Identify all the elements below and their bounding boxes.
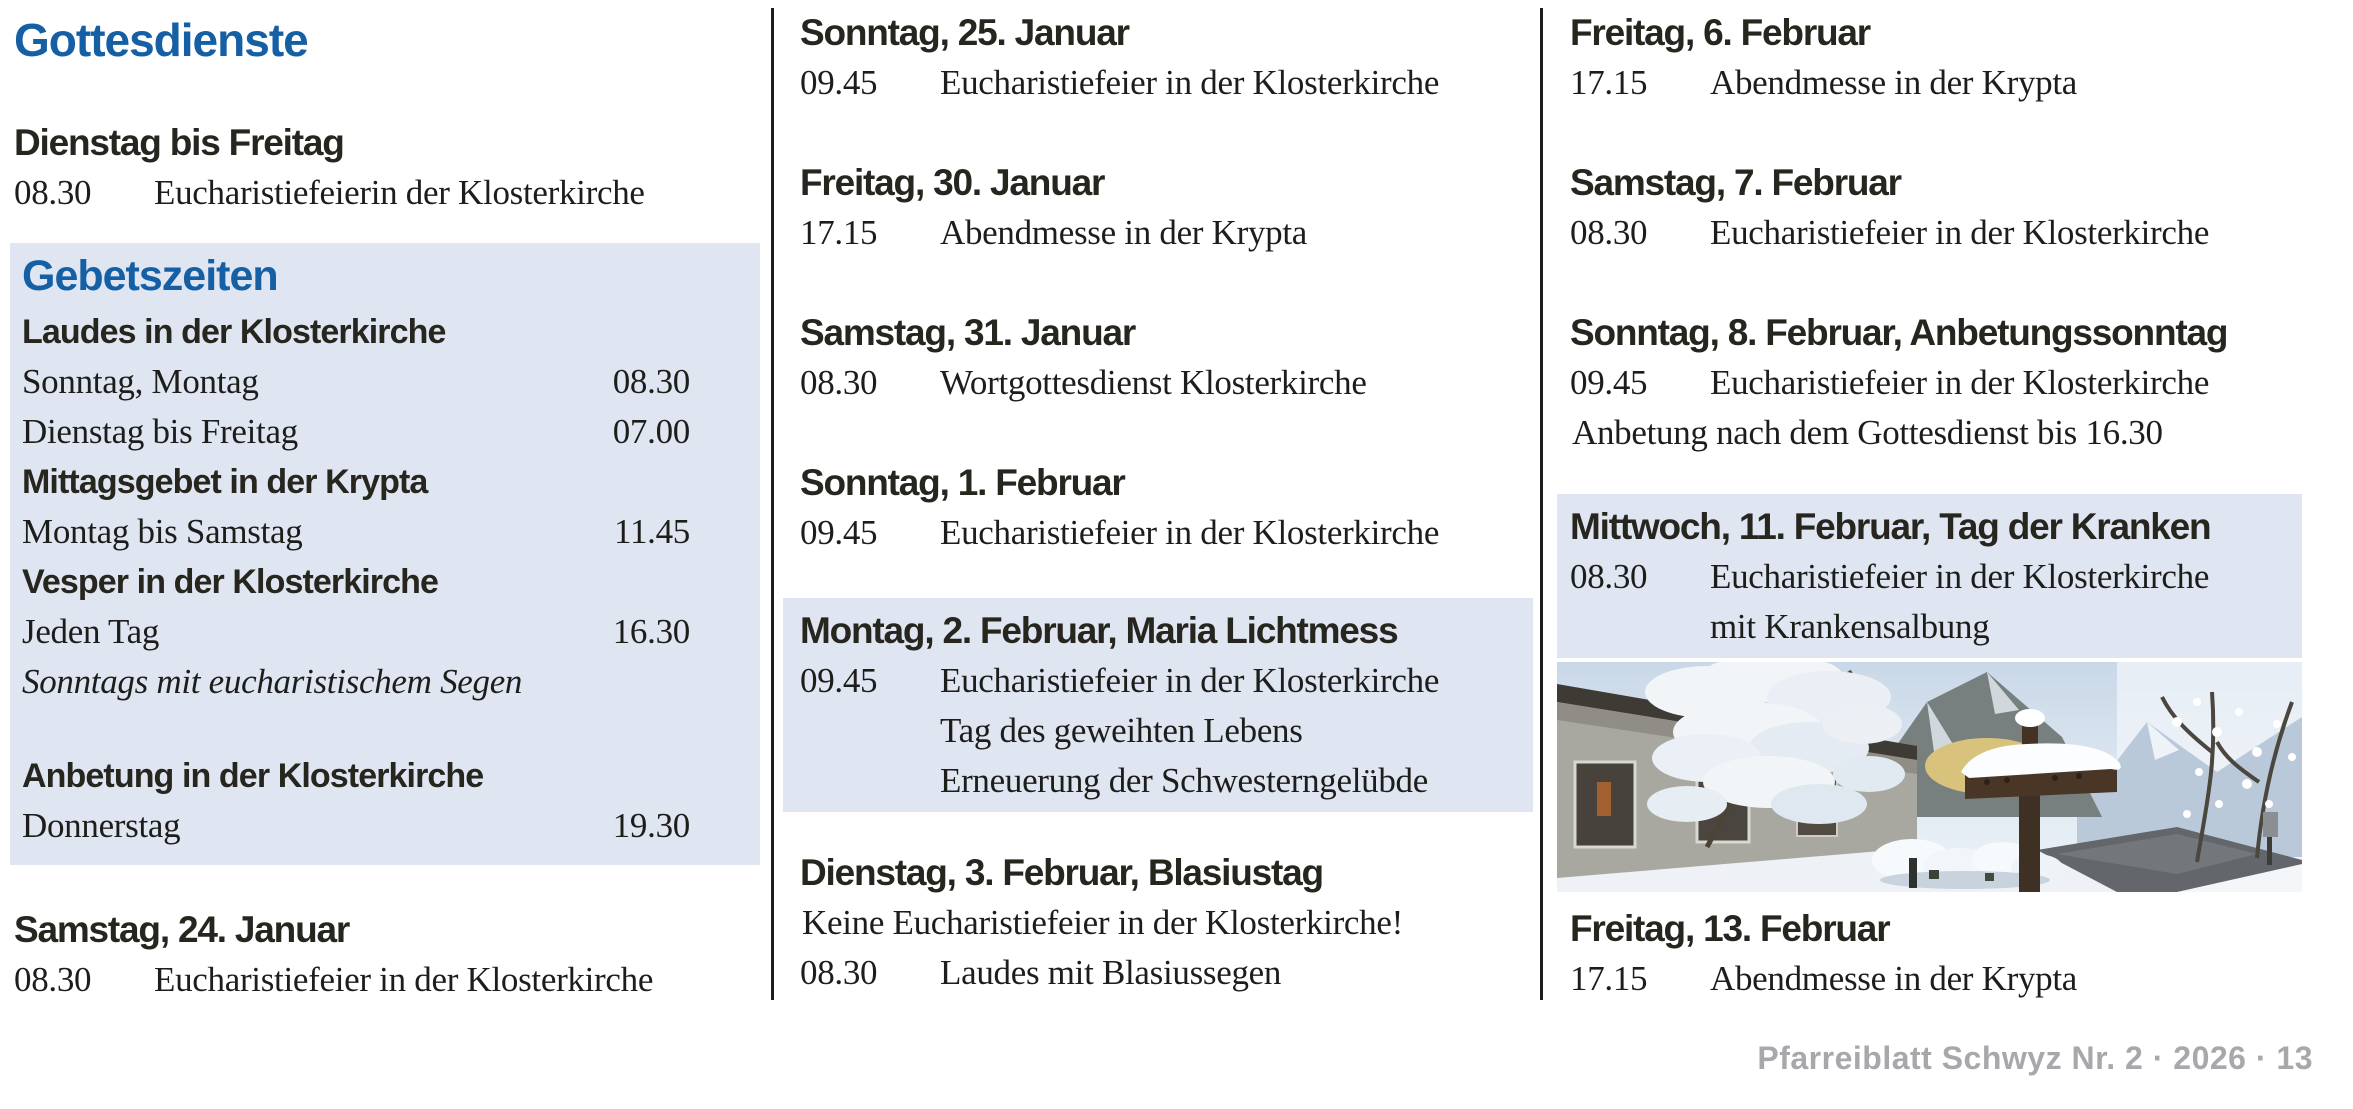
entry-line (1570, 358, 2302, 408)
prayer-row-label: Sonntag, Montag (22, 362, 259, 401)
entry-line (1570, 58, 2302, 108)
schedule-entry (1557, 8, 2302, 108)
entry-line (1570, 208, 2302, 258)
entry-date-heading: Samstag, 24. Januar (14, 909, 350, 950)
schedule-entry (783, 8, 1533, 108)
entry-text: Eucharistiefeier in der Klosterkirche (1710, 557, 2210, 596)
entry-line: Keine Eucharistiefeier in der Klosterkirche! (802, 903, 1403, 942)
entry-line (800, 508, 1533, 558)
entry-time: 09.45 (800, 63, 878, 102)
entry-date-heading: Mittwoch, 11. Februar, Tag der Kranken (1570, 506, 2211, 547)
entry-time: 08.30 (800, 953, 878, 992)
entry-line (800, 656, 1533, 706)
small-post (1909, 858, 1917, 888)
prayer-row-bold: Laudes in der Klosterkirche (22, 313, 446, 351)
schedule-entry (783, 458, 1533, 558)
entry-date-heading: Samstag, 31. Januar (800, 312, 1136, 353)
entry-line (1570, 954, 2302, 1004)
entry-time: 09.45 (800, 513, 878, 552)
entry-line (1570, 552, 2302, 602)
entry-time: 08.30 (14, 960, 92, 999)
entry-date-heading: Dienstag, 3. Februar, Blasiustag (800, 852, 1323, 893)
entry-text: Eucharistiefeier in der Klosterkirche (154, 960, 654, 999)
entry-date-heading: Dienstag bis Freitag (14, 122, 344, 163)
prayer-row-time (22, 801, 690, 851)
entry-time: 08.30 (800, 363, 878, 402)
schedule-entry (10, 118, 760, 218)
prayer-box-title: Gebetszeiten (22, 252, 278, 300)
entry-text: Eucharistiefeier in der Klosterkirche (940, 513, 1440, 552)
entry-time: 09.45 (800, 661, 878, 700)
schedule-entry (10, 905, 760, 1005)
prayer-row-bold: Vesper in der Klosterkirche (22, 563, 439, 601)
entry-date-heading: Sonntag, 1. Februar (800, 462, 1125, 503)
schedule-entry (783, 308, 1533, 408)
schedule-entry (783, 848, 1533, 998)
entry-text: Eucharistiefeier in der Klosterkirche (1710, 363, 2210, 402)
prayer-row-time (22, 357, 690, 407)
prayer-row-value: 07.00 (612, 412, 690, 451)
prayer-row-value: 11.45 (614, 512, 690, 551)
entry-time: 17.15 (800, 213, 878, 252)
winter-photo-illustration (1557, 662, 2302, 892)
entry-date-heading: Freitag, 30. Januar (800, 162, 1105, 203)
entry-time: 08.30 (14, 173, 92, 212)
entry-line (800, 948, 1533, 998)
page-footer: Pfarreiblatt Schwyz Nr. 2 · 2026 · 13 (1757, 1040, 2313, 1076)
schedule-entry (1557, 308, 2302, 458)
entry-line (800, 58, 1533, 108)
column-divider-2 (1540, 8, 1543, 1000)
prayer-row-bold: Anbetung in der Klosterkirche (22, 757, 484, 795)
entry-time: 08.30 (1570, 557, 1648, 596)
prayer-row-bold: Mittagsgebet in der Krypta (22, 463, 428, 501)
prayer-row-spacer (22, 707, 690, 751)
entry-text: Eucharistiefeier in der Klosterkirche (1710, 213, 2210, 252)
entry-text: Wortgottesdienst Klosterkirche (940, 363, 1367, 402)
entry-line (800, 208, 1533, 258)
entry-line: mit Krankensalbung (1710, 607, 1990, 646)
entry-date-heading: Sonntag, 25. Januar (800, 12, 1129, 53)
prayer-row-value: 16.30 (612, 612, 690, 651)
entry-time: 09.45 (1570, 363, 1648, 402)
entry-date-heading: Montag, 2. Februar, Maria Lichtmess (800, 610, 1398, 651)
entry-date-heading: Sonntag, 8. Februar, Anbetungssonntag (1570, 312, 2228, 353)
prayer-row-label: Dienstag bis Freitag (22, 412, 298, 451)
entry-text: Eucharistiefeier in der Klosterkirche (940, 661, 1440, 700)
schedule-entry-highlighted (783, 598, 1533, 812)
entry-text: Abendmesse in der Krypta (940, 213, 1307, 252)
entry-time: 17.15 (1570, 63, 1648, 102)
schedule-entry (1557, 904, 2302, 1004)
entry-text: Abendmesse in der Krypta (1710, 63, 2077, 102)
column-right (1557, 0, 2302, 1054)
column-left (10, 0, 760, 1055)
prayer-row-label: Donnerstag (22, 806, 181, 845)
prayer-row-label: Montag bis Samstag (22, 512, 303, 551)
entry-line (800, 358, 1533, 408)
signpost-leg (2267, 837, 2272, 865)
entry-date-heading: Freitag, 6. Februar (1570, 12, 1871, 53)
prayer-row-time (22, 607, 690, 657)
entry-line (14, 168, 760, 218)
prayer-times-box (10, 243, 760, 865)
prayer-row-time (22, 507, 690, 557)
entry-line: Anbetung nach dem Gottesdienst bis 16.30 (1572, 413, 2163, 452)
entry-date-heading: Samstag, 7. Februar (1570, 162, 1901, 203)
entry-text: Abendmesse in der Krypta (1710, 959, 2077, 998)
schedule-entry-highlighted (1557, 494, 2302, 658)
column-divider-1 (771, 8, 774, 1000)
entry-date-heading: Freitag, 13. Februar (1570, 908, 1890, 949)
schedule-entry (783, 158, 1533, 258)
entry-line (14, 955, 760, 1005)
entry-line: Erneuerung der Schwesterngelübde (940, 761, 1428, 800)
prayer-row-value: 19.30 (612, 806, 690, 845)
prayer-row-italic: Sonntags mit eucharistischem Segen (22, 662, 523, 701)
entry-text: Eucharistiefeierin der Klosterkirche (154, 173, 645, 212)
schedule-entry (1557, 158, 2302, 258)
entry-line: Tag des geweihten Lebens (940, 711, 1303, 750)
entry-text: Laudes mit Blasiussegen (940, 953, 1282, 992)
entry-time: 08.30 (1570, 213, 1648, 252)
winter-photo (1557, 662, 2302, 892)
entry-time: 17.15 (1570, 959, 1648, 998)
column-middle (783, 0, 1533, 1048)
entry-text: Eucharistiefeier in der Klosterkirche (940, 63, 1440, 102)
window-light (1597, 782, 1611, 816)
prayer-row-time (22, 407, 690, 457)
signpost (2263, 812, 2278, 837)
prayer-row-value: 08.30 (612, 362, 690, 401)
prayer-row-label: Jeden Tag (22, 612, 160, 651)
section-title: Gottesdienste (14, 14, 308, 66)
